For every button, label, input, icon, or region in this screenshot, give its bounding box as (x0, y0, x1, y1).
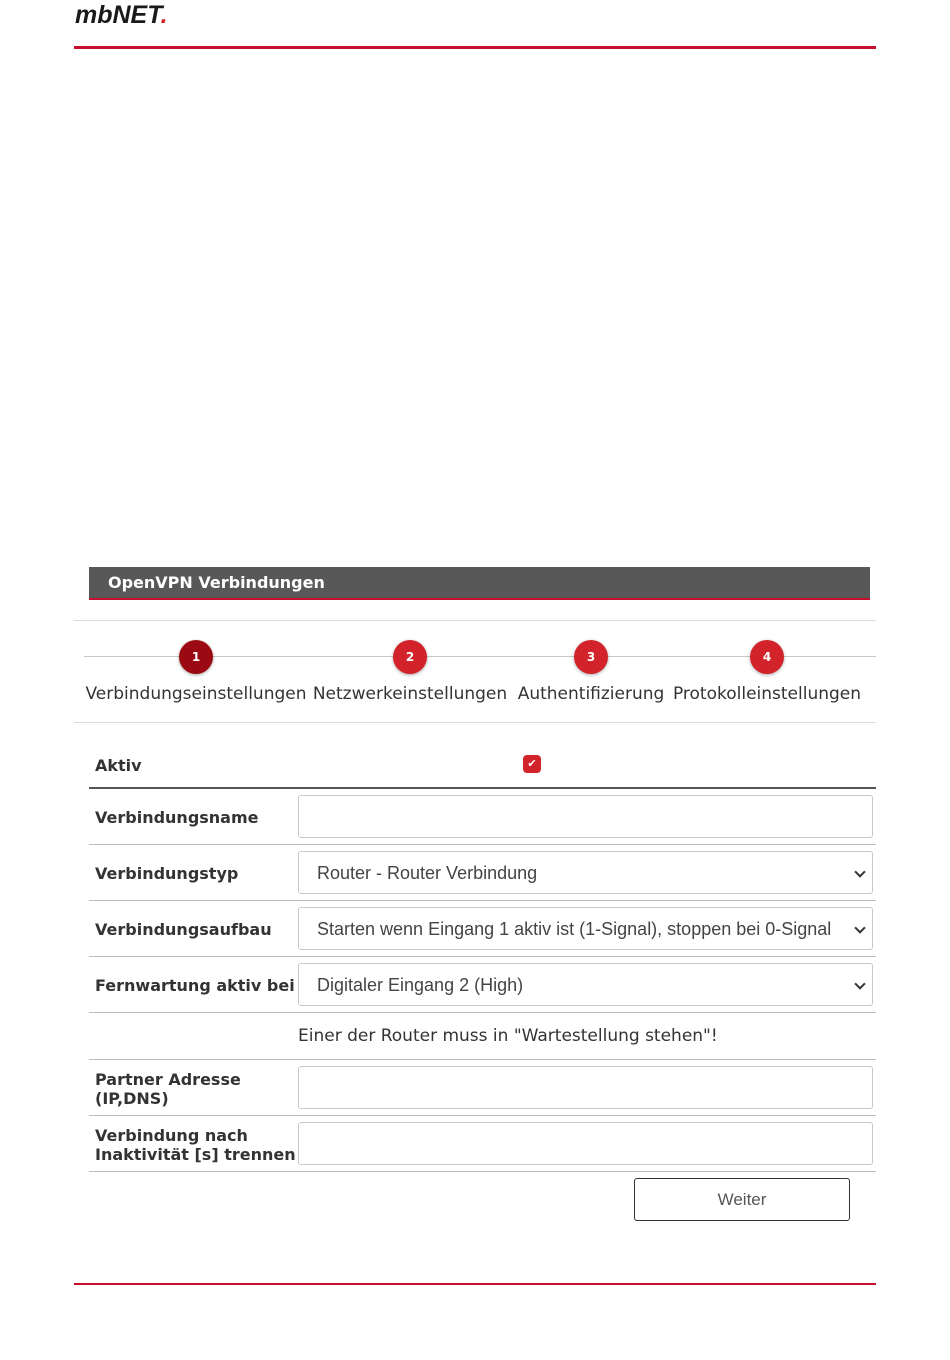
aktiv-checkbox[interactable]: ✔ (523, 755, 541, 773)
partner-adresse-label-line1: Partner Adresse (95, 1070, 241, 1089)
chevron-down-icon (854, 922, 865, 933)
row-divider (89, 956, 876, 957)
wizard-step-3-label[interactable]: Authentifizierung (517, 684, 665, 704)
verbindungstyp-select[interactable] (298, 851, 873, 894)
verbindungsaufbau-select[interactable] (298, 907, 873, 950)
header-divider (74, 46, 876, 49)
row-divider (89, 787, 876, 789)
wizard-bottom-divider (74, 722, 876, 723)
wizard-top-divider (74, 620, 876, 621)
verbindungstyp-label: Verbindungstyp (95, 864, 239, 883)
footer-divider (74, 1283, 876, 1285)
inaktivitaet-label-line1: Verbindung nach (95, 1126, 248, 1145)
inaktivitaet-label-line2: Inaktivität [s] trennen (95, 1145, 296, 1164)
verbindungsname-label: Verbindungsname (95, 808, 259, 827)
partner-adresse-label-line2: (IP,DNS) (95, 1089, 169, 1108)
wizard-step-4-circle[interactable]: 4 (750, 640, 784, 674)
chevron-down-icon (854, 866, 865, 877)
fernwartung-select[interactable] (298, 963, 873, 1006)
fernwartung-label: Fernwartung aktiv bei (95, 976, 295, 995)
wizard-step-1-circle[interactable]: 1 (179, 640, 213, 674)
wizard-step-4-label[interactable]: Protokolleinstellungen (672, 684, 862, 704)
wizard-step-2-label[interactable]: Netzwerkeinstellungen (312, 684, 508, 704)
row-divider (89, 1171, 876, 1172)
partner-adresse-input[interactable] (298, 1066, 873, 1109)
row-divider (89, 1115, 876, 1116)
verbindungsaufbau-label: Verbindungsaufbau (95, 920, 272, 939)
wartestellung-note: Einer der Router muss in "Wartestellung stehen"! (298, 1026, 718, 1046)
row-divider (89, 844, 876, 845)
weiter-button[interactable]: Weiter (634, 1178, 850, 1221)
inaktivitaet-input[interactable] (298, 1122, 873, 1165)
row-divider (89, 1059, 876, 1060)
verbindungsname-input[interactable] (298, 795, 873, 838)
mbnet-logo: mbNET. (75, 1, 168, 29)
fernwartung-value: Digitaler Eingang 2 (High) (317, 975, 524, 995)
panel-title: OpenVPN Verbindungen (108, 573, 325, 592)
chevron-down-icon (854, 978, 865, 989)
aktiv-label: Aktiv (95, 756, 142, 775)
panel-header (89, 567, 870, 600)
inaktivitaet-label (95, 1126, 296, 1164)
row-divider (89, 900, 876, 901)
wizard-step-3-circle[interactable]: 3 (574, 640, 608, 674)
wizard-step-2-circle[interactable]: 2 (393, 640, 427, 674)
wizard-step-1-label[interactable]: Verbindungseinstellungen (85, 684, 307, 704)
verbindungstyp-value: Router - Router Verbindung (317, 863, 538, 883)
row-divider (89, 1012, 876, 1013)
verbindungsaufbau-value: Starten wenn Eingang 1 aktiv ist (1-Signal), stoppen bei 0-Signal (317, 919, 832, 939)
partner-adresse-label (95, 1070, 241, 1108)
